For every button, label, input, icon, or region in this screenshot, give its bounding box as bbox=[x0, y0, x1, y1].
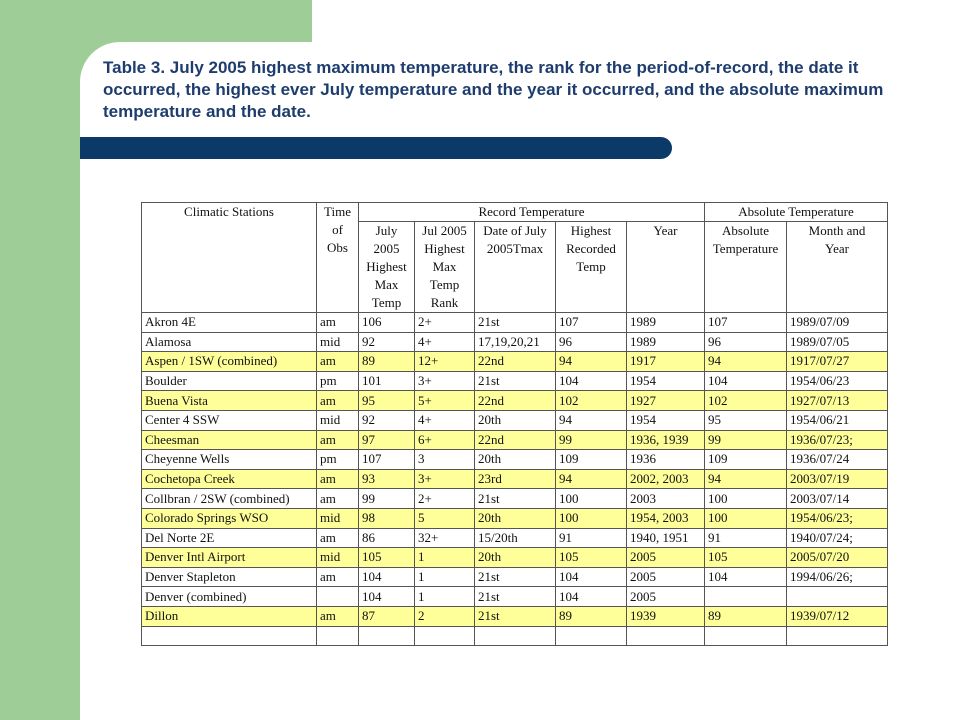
abs-date-cell: 1917/07/27 bbox=[787, 352, 888, 372]
july-max-cell: 97 bbox=[359, 430, 415, 450]
table-row bbox=[142, 313, 888, 333]
abs-date-cell: 1989/07/09 bbox=[787, 313, 888, 333]
station-cell: Denver Intl Airport bbox=[142, 548, 317, 568]
date-cell: 21st bbox=[475, 313, 556, 333]
time-obs-cell: mid bbox=[317, 508, 359, 528]
station-cell: Denver Stapleton bbox=[142, 567, 317, 587]
rank-cell bbox=[415, 626, 475, 646]
table-body bbox=[142, 313, 888, 646]
station-cell: Alamosa bbox=[142, 332, 317, 352]
rank-cell: 2+ bbox=[415, 489, 475, 509]
abs-temp-cell: 100 bbox=[705, 508, 787, 528]
year-cell: 1936, 1939 bbox=[627, 430, 705, 450]
time-obs-cell: pm bbox=[317, 371, 359, 391]
table-row bbox=[142, 430, 888, 450]
abs-temp-cell: 96 bbox=[705, 332, 787, 352]
station-cell: Del Norte 2E bbox=[142, 528, 317, 548]
abs-date-cell: 1940/07/24; bbox=[787, 528, 888, 548]
header-time-obs: Time of Obs bbox=[317, 203, 359, 313]
time-obs-cell: am bbox=[317, 391, 359, 411]
table-row bbox=[142, 410, 888, 430]
year-cell: 1940, 1951 bbox=[627, 528, 705, 548]
time-obs-cell bbox=[317, 587, 359, 607]
year-cell: 2003 bbox=[627, 489, 705, 509]
abs-temp-cell: 91 bbox=[705, 528, 787, 548]
rank-cell: 1 bbox=[415, 567, 475, 587]
highest-cell: 104 bbox=[556, 371, 627, 391]
july-max-cell: 107 bbox=[359, 450, 415, 470]
july-max-cell: 105 bbox=[359, 548, 415, 568]
rank-cell: 1 bbox=[415, 587, 475, 607]
highest-cell: 91 bbox=[556, 528, 627, 548]
abs-temp-cell: 107 bbox=[705, 313, 787, 333]
time-obs-cell: mid bbox=[317, 410, 359, 430]
abs-date-cell: 1954/06/23; bbox=[787, 508, 888, 528]
highest-cell: 96 bbox=[556, 332, 627, 352]
station-cell: Dillon bbox=[142, 606, 317, 626]
station-cell: Cochetopa Creek bbox=[142, 469, 317, 489]
rank-cell: 1 bbox=[415, 548, 475, 568]
rank-cell: 3+ bbox=[415, 469, 475, 489]
rank-cell: 3+ bbox=[415, 371, 475, 391]
abs-date-cell: 1989/07/05 bbox=[787, 332, 888, 352]
abs-temp-cell: 89 bbox=[705, 606, 787, 626]
table-row bbox=[142, 489, 888, 509]
highest-cell: 105 bbox=[556, 548, 627, 568]
highest-cell: 104 bbox=[556, 587, 627, 607]
highest-cell: 107 bbox=[556, 313, 627, 333]
july-max-cell: 106 bbox=[359, 313, 415, 333]
highest-cell: 99 bbox=[556, 430, 627, 450]
table-row bbox=[142, 508, 888, 528]
abs-date-cell bbox=[787, 587, 888, 607]
time-obs-cell: pm bbox=[317, 450, 359, 470]
july-max-cell: 87 bbox=[359, 606, 415, 626]
date-cell: 22nd bbox=[475, 352, 556, 372]
title-underline-bar bbox=[80, 137, 672, 159]
header-month-year: Month and Year bbox=[787, 222, 888, 313]
july-max-cell bbox=[359, 626, 415, 646]
time-obs-cell: am bbox=[317, 567, 359, 587]
time-obs-cell bbox=[317, 626, 359, 646]
year-cell: 1954 bbox=[627, 410, 705, 430]
july-max-cell: 92 bbox=[359, 332, 415, 352]
abs-date-cell: 2003/07/14 bbox=[787, 489, 888, 509]
year-cell: 1989 bbox=[627, 332, 705, 352]
station-cell: Akron 4E bbox=[142, 313, 317, 333]
highest-cell bbox=[556, 626, 627, 646]
table-row bbox=[142, 626, 888, 646]
table-row bbox=[142, 332, 888, 352]
date-cell: 21st bbox=[475, 567, 556, 587]
date-cell: 17,19,20,21 bbox=[475, 332, 556, 352]
station-cell: Buena Vista bbox=[142, 391, 317, 411]
header-year: Year bbox=[627, 222, 705, 313]
header-row-group bbox=[142, 203, 888, 222]
july-max-cell: 89 bbox=[359, 352, 415, 372]
highest-cell: 109 bbox=[556, 450, 627, 470]
time-obs-cell: am bbox=[317, 489, 359, 509]
highest-cell: 94 bbox=[556, 410, 627, 430]
highest-cell: 102 bbox=[556, 391, 627, 411]
date-cell: 21st bbox=[475, 489, 556, 509]
table-row bbox=[142, 391, 888, 411]
abs-temp-cell: 100 bbox=[705, 489, 787, 509]
abs-date-cell: 1927/07/13 bbox=[787, 391, 888, 411]
header-record-temperature: Record Temperature bbox=[359, 203, 705, 222]
abs-temp-cell: 94 bbox=[705, 469, 787, 489]
highest-cell: 94 bbox=[556, 469, 627, 489]
time-obs-cell: am bbox=[317, 313, 359, 333]
station-cell: Center 4 SSW bbox=[142, 410, 317, 430]
year-cell: 1989 bbox=[627, 313, 705, 333]
highest-cell: 89 bbox=[556, 606, 627, 626]
rank-cell: 2+ bbox=[415, 313, 475, 333]
time-obs-cell: am bbox=[317, 352, 359, 372]
date-cell: 20th bbox=[475, 508, 556, 528]
year-cell: 1927 bbox=[627, 391, 705, 411]
table-row bbox=[142, 606, 888, 626]
date-cell bbox=[475, 626, 556, 646]
abs-temp-cell: 104 bbox=[705, 371, 787, 391]
abs-temp-cell bbox=[705, 626, 787, 646]
time-obs-cell: mid bbox=[317, 548, 359, 568]
time-obs-cell: am bbox=[317, 528, 359, 548]
year-cell: 1917 bbox=[627, 352, 705, 372]
july-max-cell: 101 bbox=[359, 371, 415, 391]
abs-date-cell: 1954/06/23 bbox=[787, 371, 888, 391]
date-cell: 20th bbox=[475, 410, 556, 430]
july-max-cell: 86 bbox=[359, 528, 415, 548]
july-max-cell: 95 bbox=[359, 391, 415, 411]
station-cell: Cheesman bbox=[142, 430, 317, 450]
header-rank: Jul 2005 Highest Max Temp Rank bbox=[415, 222, 475, 313]
station-cell bbox=[142, 626, 317, 646]
july-max-cell: 98 bbox=[359, 508, 415, 528]
highest-cell: 100 bbox=[556, 489, 627, 509]
station-cell: Collbran / 2SW (combined) bbox=[142, 489, 317, 509]
abs-date-cell: 2003/07/19 bbox=[787, 469, 888, 489]
highest-cell: 100 bbox=[556, 508, 627, 528]
year-cell: 2005 bbox=[627, 548, 705, 568]
rank-cell: 4+ bbox=[415, 332, 475, 352]
abs-date-cell: 1939/07/12 bbox=[787, 606, 888, 626]
year-cell: 2005 bbox=[627, 587, 705, 607]
station-cell: Denver (combined) bbox=[142, 587, 317, 607]
date-cell: 21st bbox=[475, 371, 556, 391]
rank-cell: 4+ bbox=[415, 410, 475, 430]
year-cell: 1954, 2003 bbox=[627, 508, 705, 528]
july-max-cell: 104 bbox=[359, 567, 415, 587]
table-row bbox=[142, 528, 888, 548]
header-date: Date of July 2005Tmax bbox=[475, 222, 556, 313]
time-obs-cell: mid bbox=[317, 332, 359, 352]
temperature-table bbox=[141, 202, 888, 646]
table-row bbox=[142, 371, 888, 391]
year-cell: 2005 bbox=[627, 567, 705, 587]
abs-temp-cell: 105 bbox=[705, 548, 787, 568]
july-max-cell: 93 bbox=[359, 469, 415, 489]
year-cell: 1939 bbox=[627, 606, 705, 626]
date-cell: 21st bbox=[475, 587, 556, 607]
abs-temp-cell: 95 bbox=[705, 410, 787, 430]
rank-cell: 6+ bbox=[415, 430, 475, 450]
year-cell: 1936 bbox=[627, 450, 705, 470]
station-cell: Aspen / 1SW (combined) bbox=[142, 352, 317, 372]
highest-cell: 94 bbox=[556, 352, 627, 372]
abs-temp-cell: 109 bbox=[705, 450, 787, 470]
date-cell: 20th bbox=[475, 450, 556, 470]
date-cell: 22nd bbox=[475, 430, 556, 450]
july-max-cell: 92 bbox=[359, 410, 415, 430]
time-obs-cell: am bbox=[317, 606, 359, 626]
header-highest: Highest Recorded Temp bbox=[556, 222, 627, 313]
abs-date-cell: 1936/07/24 bbox=[787, 450, 888, 470]
rank-cell: 5 bbox=[415, 508, 475, 528]
left-green-bar bbox=[0, 0, 80, 720]
july-max-cell: 104 bbox=[359, 587, 415, 607]
abs-date-cell: 2005/07/20 bbox=[787, 548, 888, 568]
abs-date-cell: 1994/06/26; bbox=[787, 567, 888, 587]
abs-temp-cell bbox=[705, 587, 787, 607]
abs-date-cell: 1954/06/21 bbox=[787, 410, 888, 430]
year-cell: 1954 bbox=[627, 371, 705, 391]
header-abs-temp: Absolute Temperature bbox=[705, 222, 787, 313]
header-stations: Climatic Stations bbox=[142, 203, 317, 313]
station-cell: Colorado Springs WSO bbox=[142, 508, 317, 528]
date-cell: 23rd bbox=[475, 469, 556, 489]
time-obs-cell: am bbox=[317, 430, 359, 450]
july-max-cell: 99 bbox=[359, 489, 415, 509]
year-cell bbox=[627, 626, 705, 646]
rank-cell: 5+ bbox=[415, 391, 475, 411]
rank-cell: 2 bbox=[415, 606, 475, 626]
table-row bbox=[142, 469, 888, 489]
header-july-max: July 2005 Highest Max Temp bbox=[359, 222, 415, 313]
rank-cell: 3 bbox=[415, 450, 475, 470]
abs-temp-cell: 104 bbox=[705, 567, 787, 587]
abs-date-cell bbox=[787, 626, 888, 646]
abs-temp-cell: 99 bbox=[705, 430, 787, 450]
time-obs-cell: am bbox=[317, 469, 359, 489]
date-cell: 21st bbox=[475, 606, 556, 626]
abs-temp-cell: 94 bbox=[705, 352, 787, 372]
header-absolute-temperature: Absolute Temperature bbox=[705, 203, 888, 222]
abs-date-cell: 1936/07/23; bbox=[787, 430, 888, 450]
table-row bbox=[142, 567, 888, 587]
rank-cell: 12+ bbox=[415, 352, 475, 372]
date-cell: 22nd bbox=[475, 391, 556, 411]
rank-cell: 32+ bbox=[415, 528, 475, 548]
highest-cell: 104 bbox=[556, 567, 627, 587]
table-row bbox=[142, 548, 888, 568]
table-row bbox=[142, 450, 888, 470]
abs-temp-cell: 102 bbox=[705, 391, 787, 411]
station-cell: Boulder bbox=[142, 371, 317, 391]
year-cell: 2002, 2003 bbox=[627, 469, 705, 489]
date-cell: 20th bbox=[475, 548, 556, 568]
table-container bbox=[141, 202, 889, 662]
table-row bbox=[142, 587, 888, 607]
station-cell: Cheyenne Wells bbox=[142, 450, 317, 470]
slide-title: Table 3. July 2005 highest maximum temperature, the rank for the period-of-record, the date it occurred, the highest ever July temperature and the year it occurred, and the absolute maximum temperature and the date. bbox=[103, 58, 884, 121]
date-cell: 15/20th bbox=[475, 528, 556, 548]
table-row bbox=[142, 352, 888, 372]
